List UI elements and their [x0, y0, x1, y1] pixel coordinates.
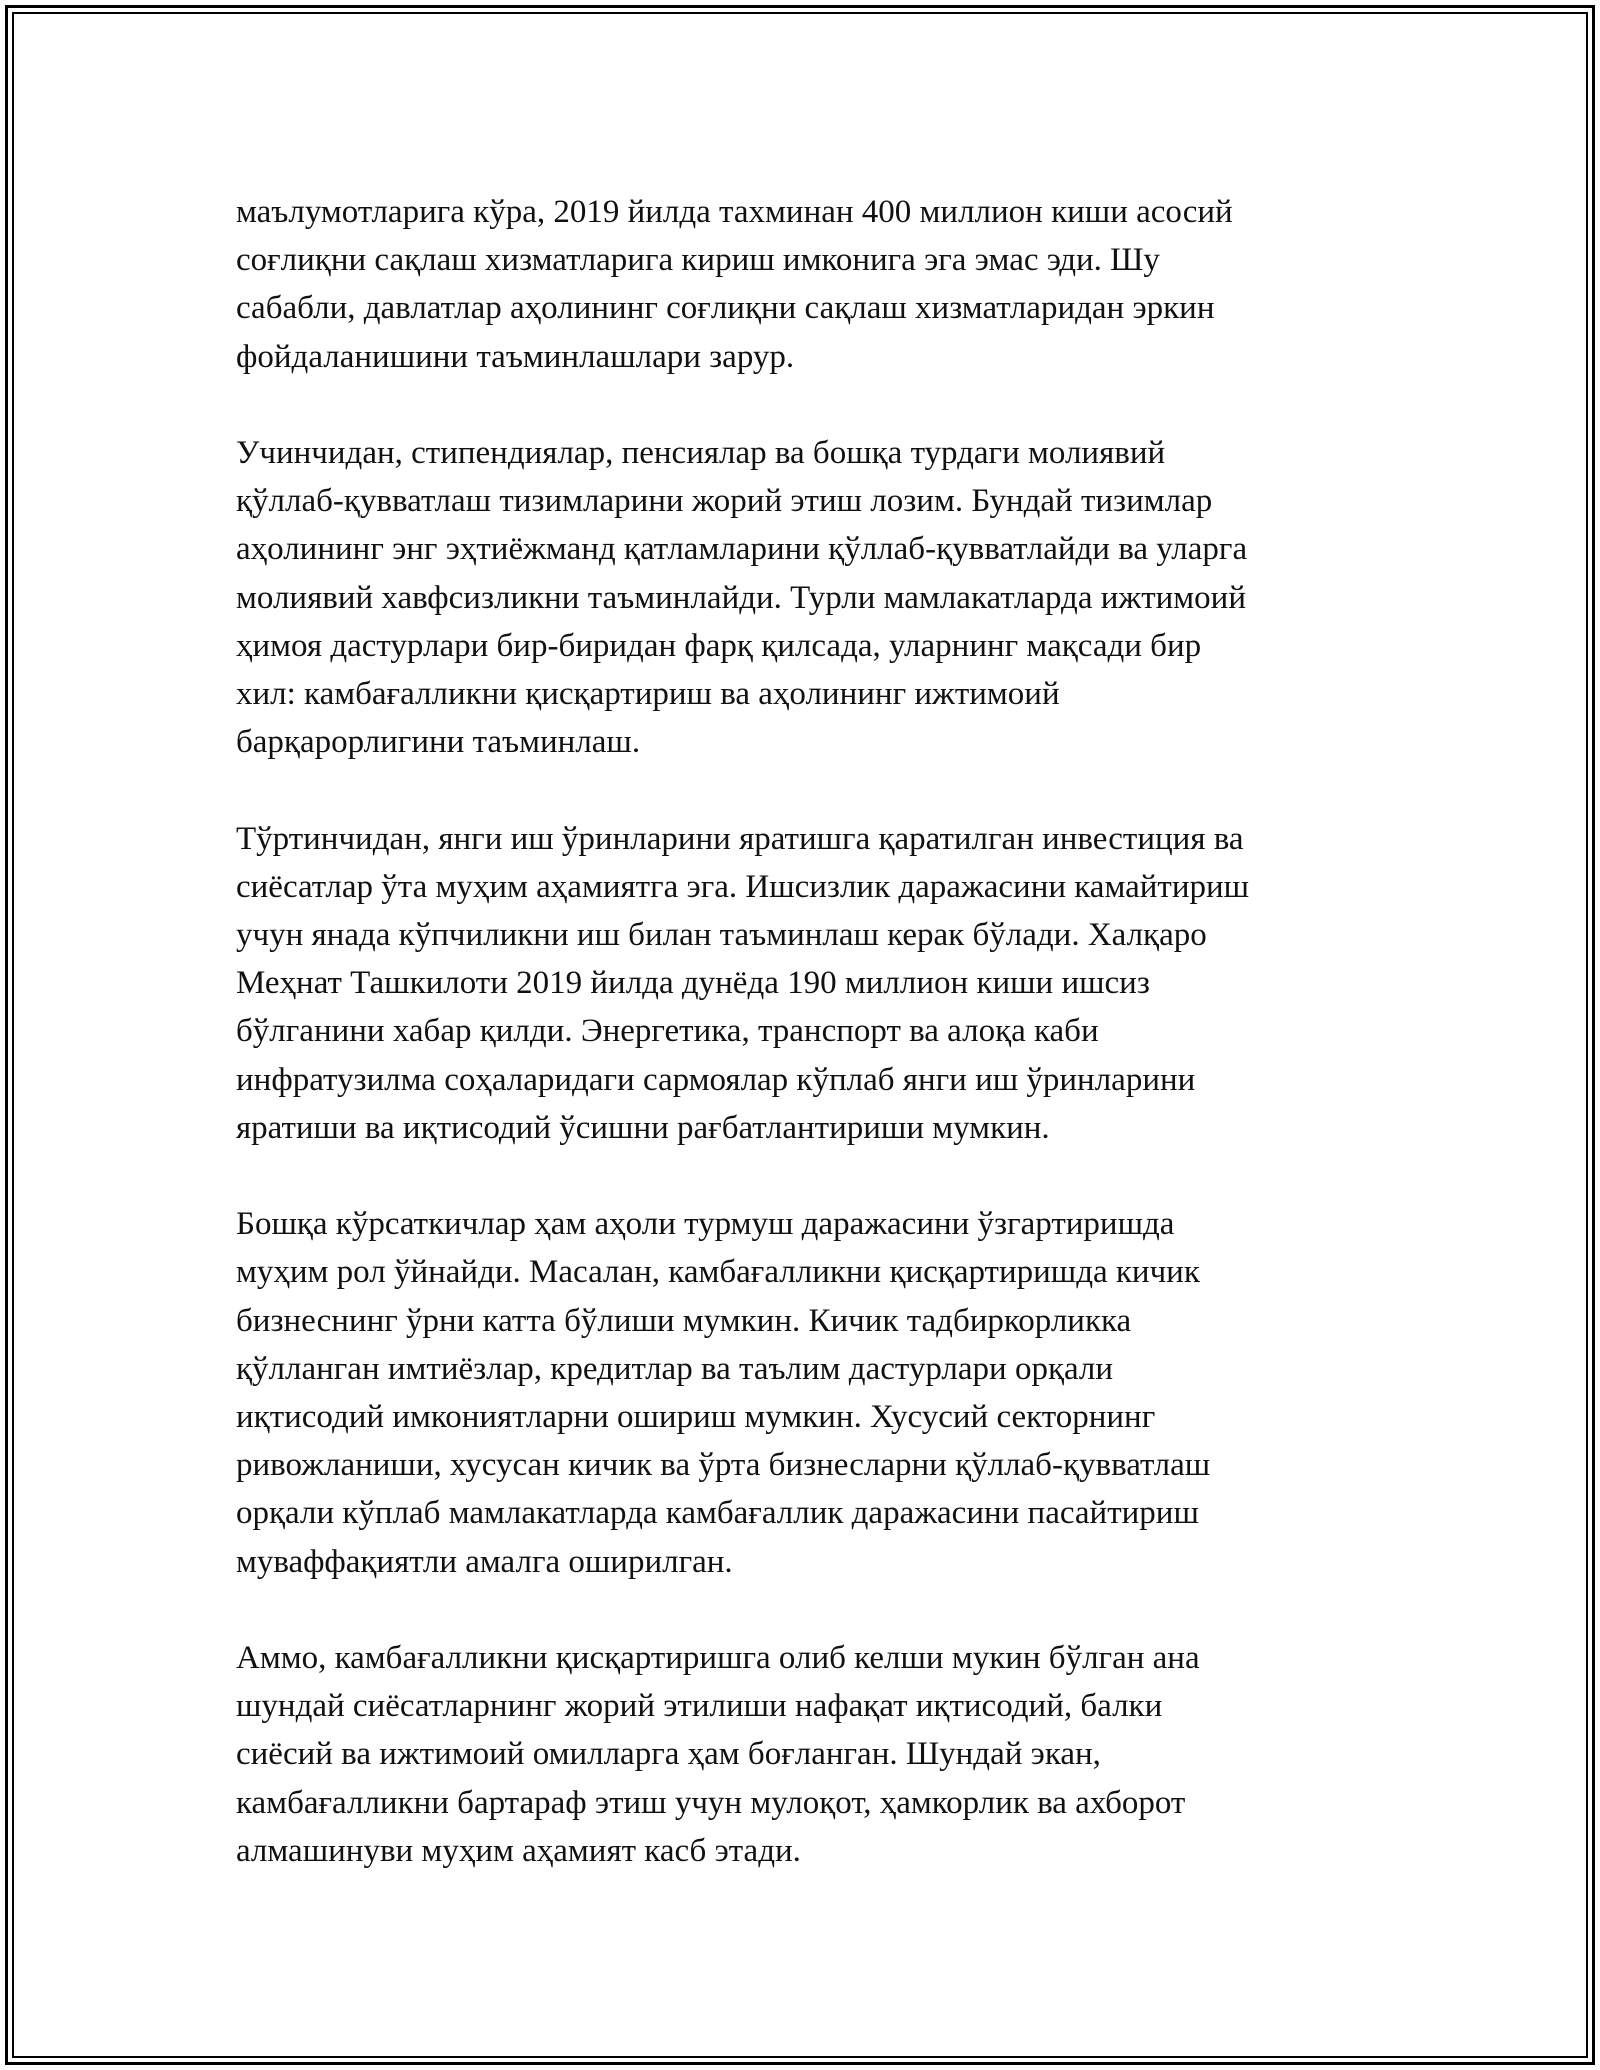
text-line: қўлланган имтиёзлар, кредитлар ва таълим дастурлари орқали: [236, 1350, 1114, 1387]
text-line: молиявий хавфсизликни таъминлайди. Турли мамлакатларда ижтимоий: [236, 579, 1246, 616]
paragraph-2: [236, 429, 1396, 766]
text-line: сиёсий ва ижтимоий омилларга ҳам боғланган. Шундай экан,: [236, 1736, 1101, 1773]
text-line: барқарорлигини таъминлаш.: [236, 724, 641, 761]
text-line: муваффақиятли амалга оширилган.: [236, 1543, 733, 1580]
text-line: яратиши ва иқтисодий ўсишни рағбатлантириши мумкин.: [236, 1109, 1050, 1146]
text-line: Тўртинчидан, янги иш ўринларини яратишга қаратилган инвестиция ва: [236, 820, 1244, 857]
document-body: [236, 188, 1396, 1923]
text-line: алмашинуви муҳим аҳамият касб этади.: [236, 1832, 801, 1869]
text-line: учун янада кўпчиликни иш билан таъминлаш керак бўлади. Халқаро: [236, 917, 1207, 954]
text-line: сиёсатлар ўта муҳим аҳамиятга эга. Ишсизлик даражасини камайтириш: [236, 868, 1250, 905]
paragraph-1: [236, 188, 1396, 381]
text-line: Бошқа кўрсаткичлар ҳам аҳоли турмуш даражасини ўзгартиришда: [236, 1206, 1175, 1243]
paragraph-5: [236, 1634, 1396, 1875]
text-line: маълумотларига кўра, 2019 йилда тахминан 400 миллион киши асосий: [236, 194, 1233, 230]
text-line: сабабли, давлатлар аҳолининг соғлиқни сақлаш хизматларидан эркин: [236, 290, 1215, 327]
text-line: бизнеснинг ўрни катта бўлиши мумкин. Кичик тадбиркорликка: [236, 1302, 1132, 1339]
text-line: фойдаланишини таъминлашлари зарур.: [236, 338, 795, 375]
text-line: аҳолининг энг эҳтиёжманд қатламларини қўллаб-қувватлайди ва уларга: [236, 531, 1248, 568]
paragraph-3: [236, 815, 1396, 1152]
text-line: соғлиқни сақлаш хизматларига кириш имконига эга эмас эди. Шу: [236, 242, 1160, 279]
text-line: ҳимоя дастурлари бир-биридан фарқ қилсада, уларнинг мақсади бир: [236, 627, 1202, 664]
paragraph-4: [236, 1200, 1396, 1586]
text-line: шундай сиёсатларнинг жорий этилиши нафақат иқтисодий, балки: [236, 1688, 1163, 1725]
text-line: муҳим рол ўйнайди. Масалан, камбағалликни қисқартиришда кичик: [236, 1254, 1200, 1291]
text-line: Аммо, камбағалликни қисқартиришга олиб келши мукин бўлган ана: [236, 1640, 1200, 1677]
text-line: хил: камбағалликни қисқартириш ва аҳолининг ижтимоий: [236, 676, 1060, 713]
text-line: ривожланиши, хусусан кичик ва ўрта бизнесларни қўллаб-қувватлаш: [236, 1447, 1211, 1484]
text-line: орқали кўплаб мамлакатларда камбағаллик даражасини пасайтириш: [236, 1495, 1199, 1532]
text-line: инфратузилма соҳаларидаги сармоялар кўплаб янги иш ўринларини: [236, 1061, 1196, 1098]
text-line: иқтисодий имкониятларни ошириш мумкин. Хусусий секторнинг: [236, 1399, 1156, 1436]
text-line: қўллаб-қувватлаш тизимларини жорий этиш лозим. Бундай тизимлар: [236, 483, 1213, 520]
text-line: камбағалликни бартараф этиш учун мулоқот, ҳамкорлик ва ахборот: [236, 1784, 1186, 1821]
text-line: бўлганини хабар қилди. Энергетика, транспорт ва алоқа каби: [236, 1013, 1099, 1050]
text-line: Учинчидан, стипендиялар, пенсиялар ва бошқа турдаги молиявий: [236, 435, 1166, 471]
text-line: Меҳнат Ташкилоти 2019 йилда дунёда 190 миллион киши ишсиз: [236, 965, 1150, 1002]
